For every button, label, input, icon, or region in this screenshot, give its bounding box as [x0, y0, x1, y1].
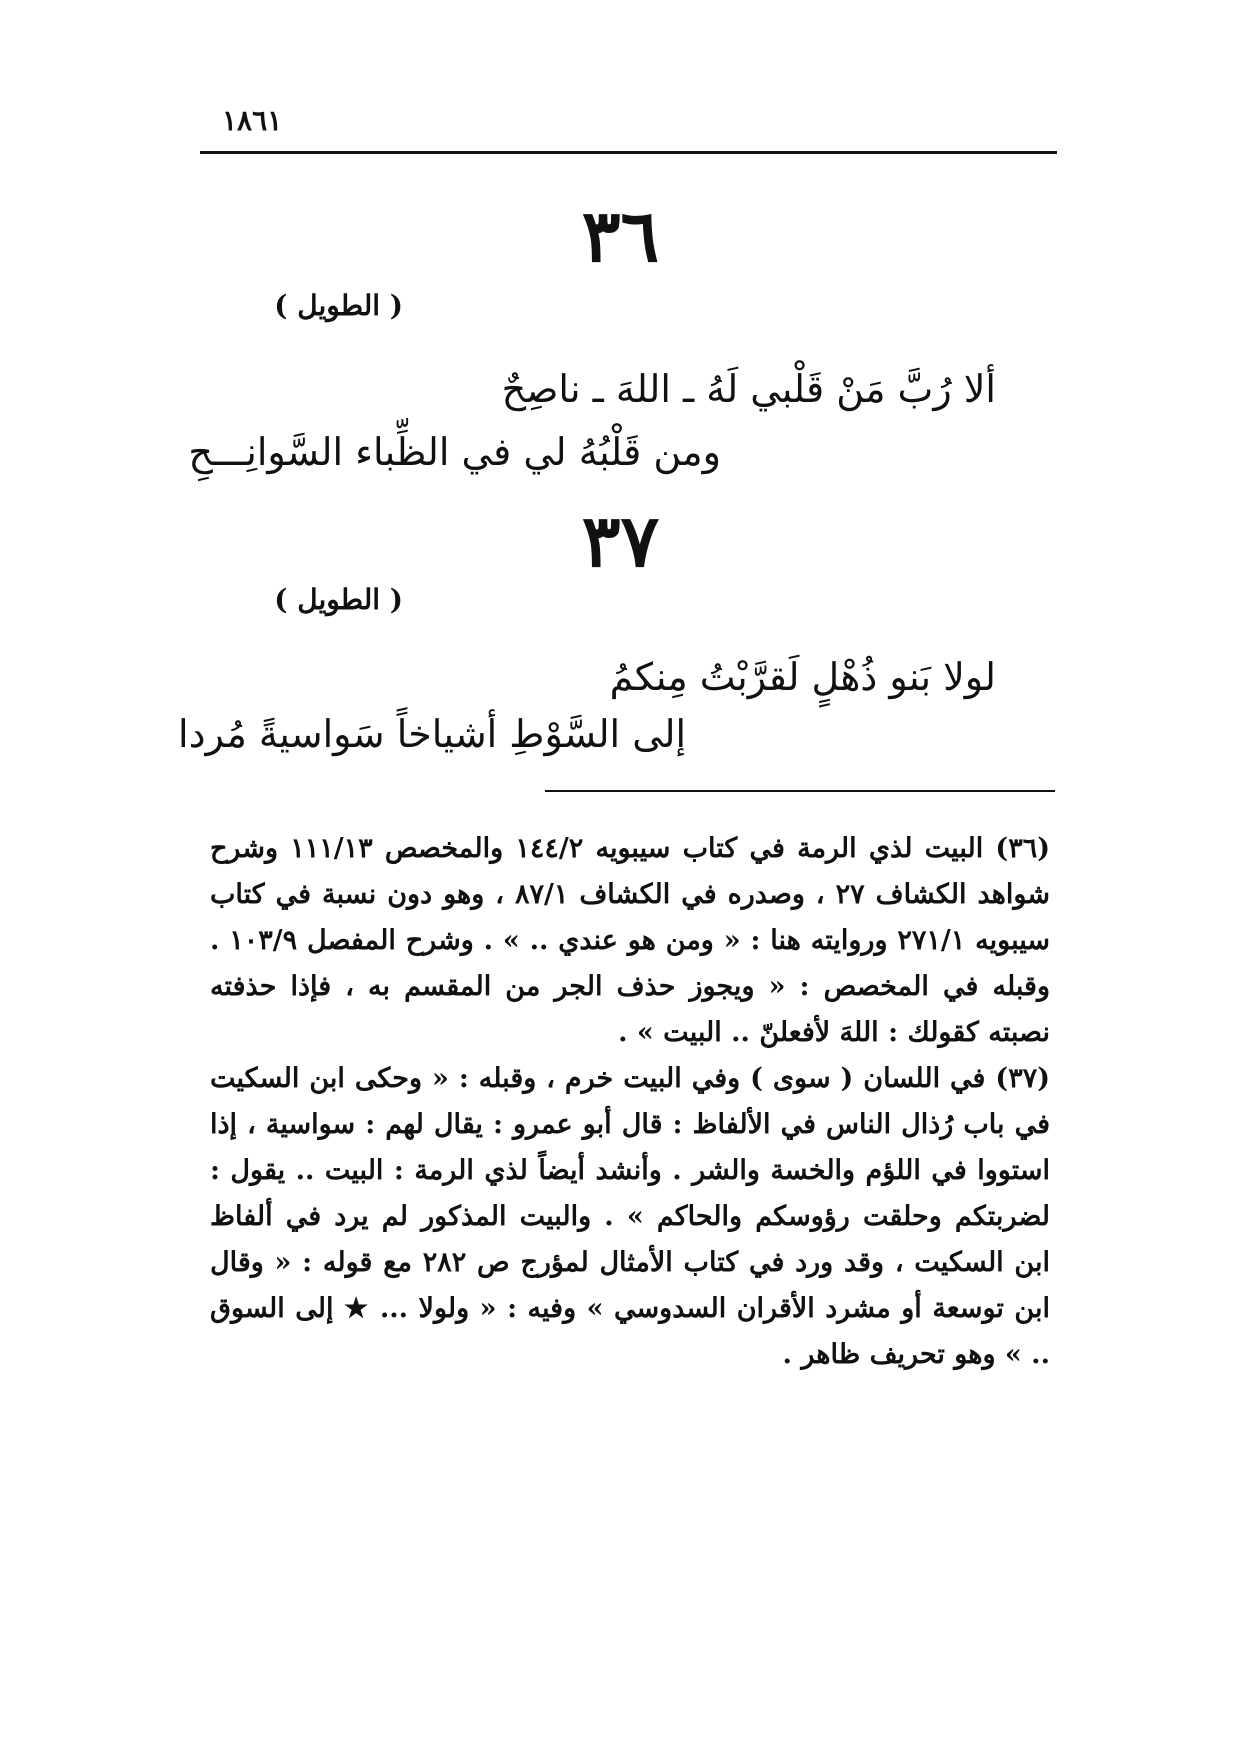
poem-meter-36: ( الطويل ) [274, 289, 403, 322]
footnotes [210, 826, 1050, 1378]
header-rule [200, 151, 1057, 154]
footnote-rule [545, 790, 1055, 792]
footnote-36: (٣٦) البيت لذي الرمة في كتاب سيبويه ١٤٤/٢ والمخصص ١١١/١٣ وشرح شواهد الكشاف ٢٧ ، وصدره في الكشاف ٨٧/١ ، وهو دون نسبة في كتاب سيبويه ٢٧١/١ وروايته هنا : « ومن هو عندي .. » . وشرح المفصل ١٠٣/٩ . وقبله في المخصص : « ويجوز حذف الجر من المقسم به ، فإذا حذفته نصبته كقولك : اللهَ لأفعلنّ .. البيت » . [210, 833, 1050, 1048]
verse-37-second-hemistich: إلى السَّوْطِ أشياخاً سَواسيةً مُردا [178, 712, 686, 756]
footnote-37: (٣٧) في اللسان ( سوى ) وفي البيت خرم ، وقبله : « وحكى ابن السكيت في باب رُذال الناس في الألفاظ : قال أبو عمرو : يقال لهم : سواسية ، إذا استووا في اللؤم والخسة والشر . وأنشد أيضاً لذي الرمة : البيت .. يقول : لضربتكم وحلقت رؤوسكم والحاكم » . والبيت المذكور لم يرد في ألفاظ ابن السكيت ، وقد ورد في كتاب الأمثال لمؤرج ص ٢٨٢ مع قوله : « وقال ابن توسعة أو مشرد الأقران السدوسي » وفيه : « ولولا ... ★ إلى السوق .. » وهو تحريف ظاهر . [210, 1063, 1050, 1370]
verse-37-first-hemistich: لولا بَنو ذُهْلٍ لَقرَّبْتُ مِنكمُ [609, 655, 996, 699]
verse-36-first-hemistich: ألا رُبَّ مَنْ قَلْبي لَهُ ـ اللهَ ـ ناصِحٌ [501, 367, 996, 411]
page-number: ١٨٦١ [222, 104, 283, 137]
poem-meter-37: ( الطويل ) [274, 583, 403, 616]
verse-36-second-hemistich: ومن قَلْبُهُ لي في الظِّباء السَّوانِـــحِ [188, 430, 721, 474]
poem-number-36: ٣٦ [581, 193, 660, 278]
poem-number-37: ٣٧ [581, 498, 660, 583]
